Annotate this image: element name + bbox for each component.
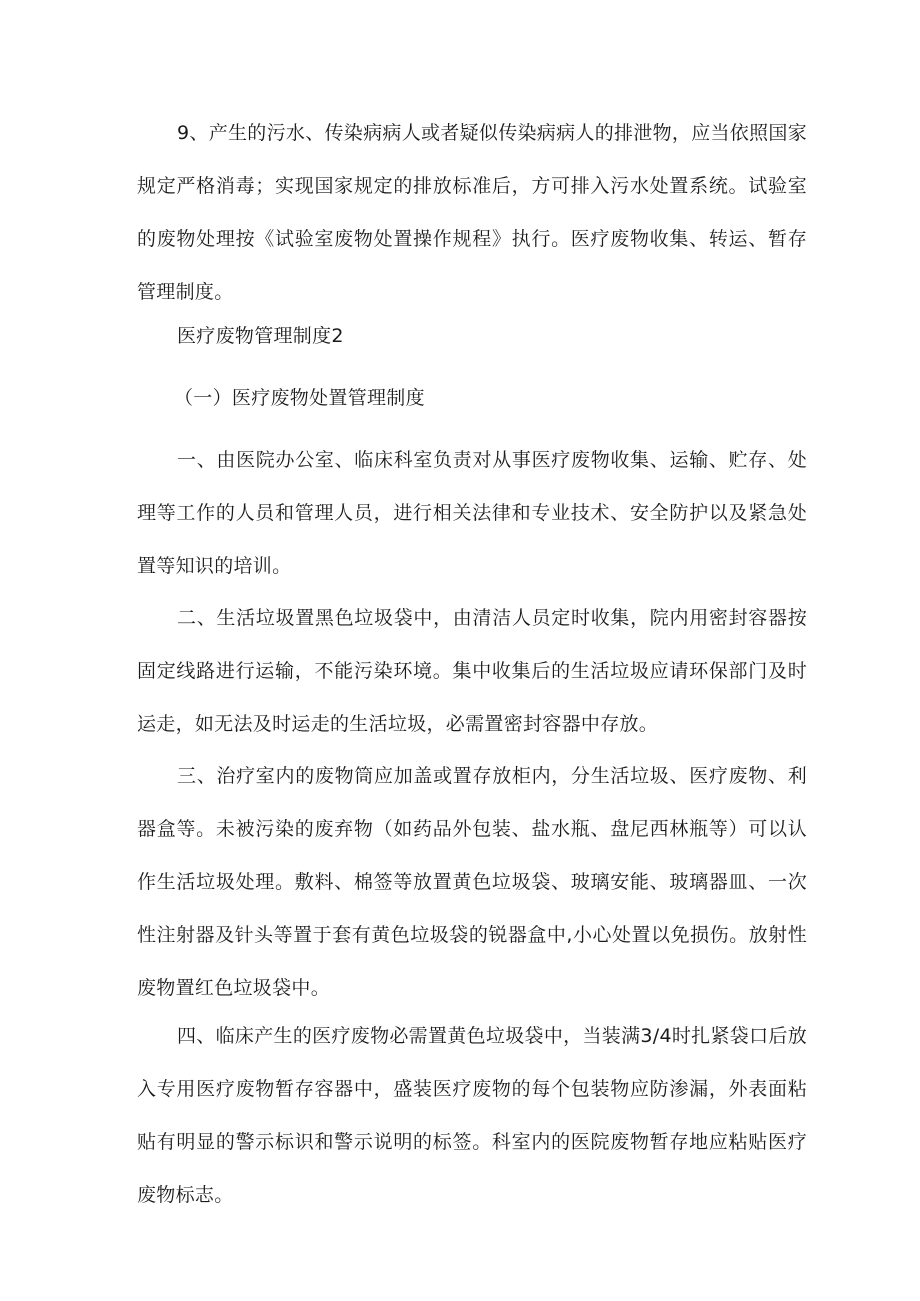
- paragraph-item-3: 三、治疗室内的废物筒应加盖或置存放柜内，分生活垃圾、医疗废物、利器盒等。未被污染的废弃物（如药品外包装、盐水瓶、盘尼西林瓶等）可以认作生活垃圾处理。敷料、棉签等放置黄色垃圾袋、玻璃安能、玻璃器皿、一次性注射器及针头等置于套有黄色垃圾袋的锐器盒中,小心处置以免损伤。放射性废物置红色垃圾袋中。: [137, 765, 807, 999]
- section-heading: 医疗废物管理制度2: [177, 325, 344, 347]
- paragraph-item-1: 一、由医院办公室、临床科室负责对从事医疗废物收集、运输、贮存、处理等工作的人员和管理人员，进行相关法律和专业技术、安全防护以及紧急处置等知识的培训。: [137, 449, 807, 577]
- paragraph-item-4: 四、临床产生的医疗废物必需置黄色垃圾袋中，当装满3/4时扎紧袋口后放入专用医疗废物暂存容器中，盛装医疗废物的每个包装物应防渗漏，外表面粘贴有明显的警示标识和警示说明的标签。科室内的医院废物暂存地应粘贴医疗废物标志。: [137, 1025, 807, 1206]
- paragraph-item-2: 二、生活垃圾置黑色垃圾袋中，由清洁人员定时收集，院内用密封容器按固定线路进行运输，不能污染环境。集中收集后的生活垃圾应请环保部门及时运走，如无法及时运走的生活垃圾，必需置密封容器中存放。: [137, 607, 807, 735]
- subsection-heading: （一）医疗废物处置管理制度: [174, 387, 425, 409]
- paragraph-wastewater-disinfection: 9、产生的污水、传染病病人或者疑似传染病病人的排泄物，应当依照国家规定严格消毒；实现国家规定的排放标准后，方可排入污水处置系统。试验室的废物处理按《试验室废物处置操作规程》执行。医疗废物收集、转运、暂存管理制度。: [137, 122, 807, 303]
